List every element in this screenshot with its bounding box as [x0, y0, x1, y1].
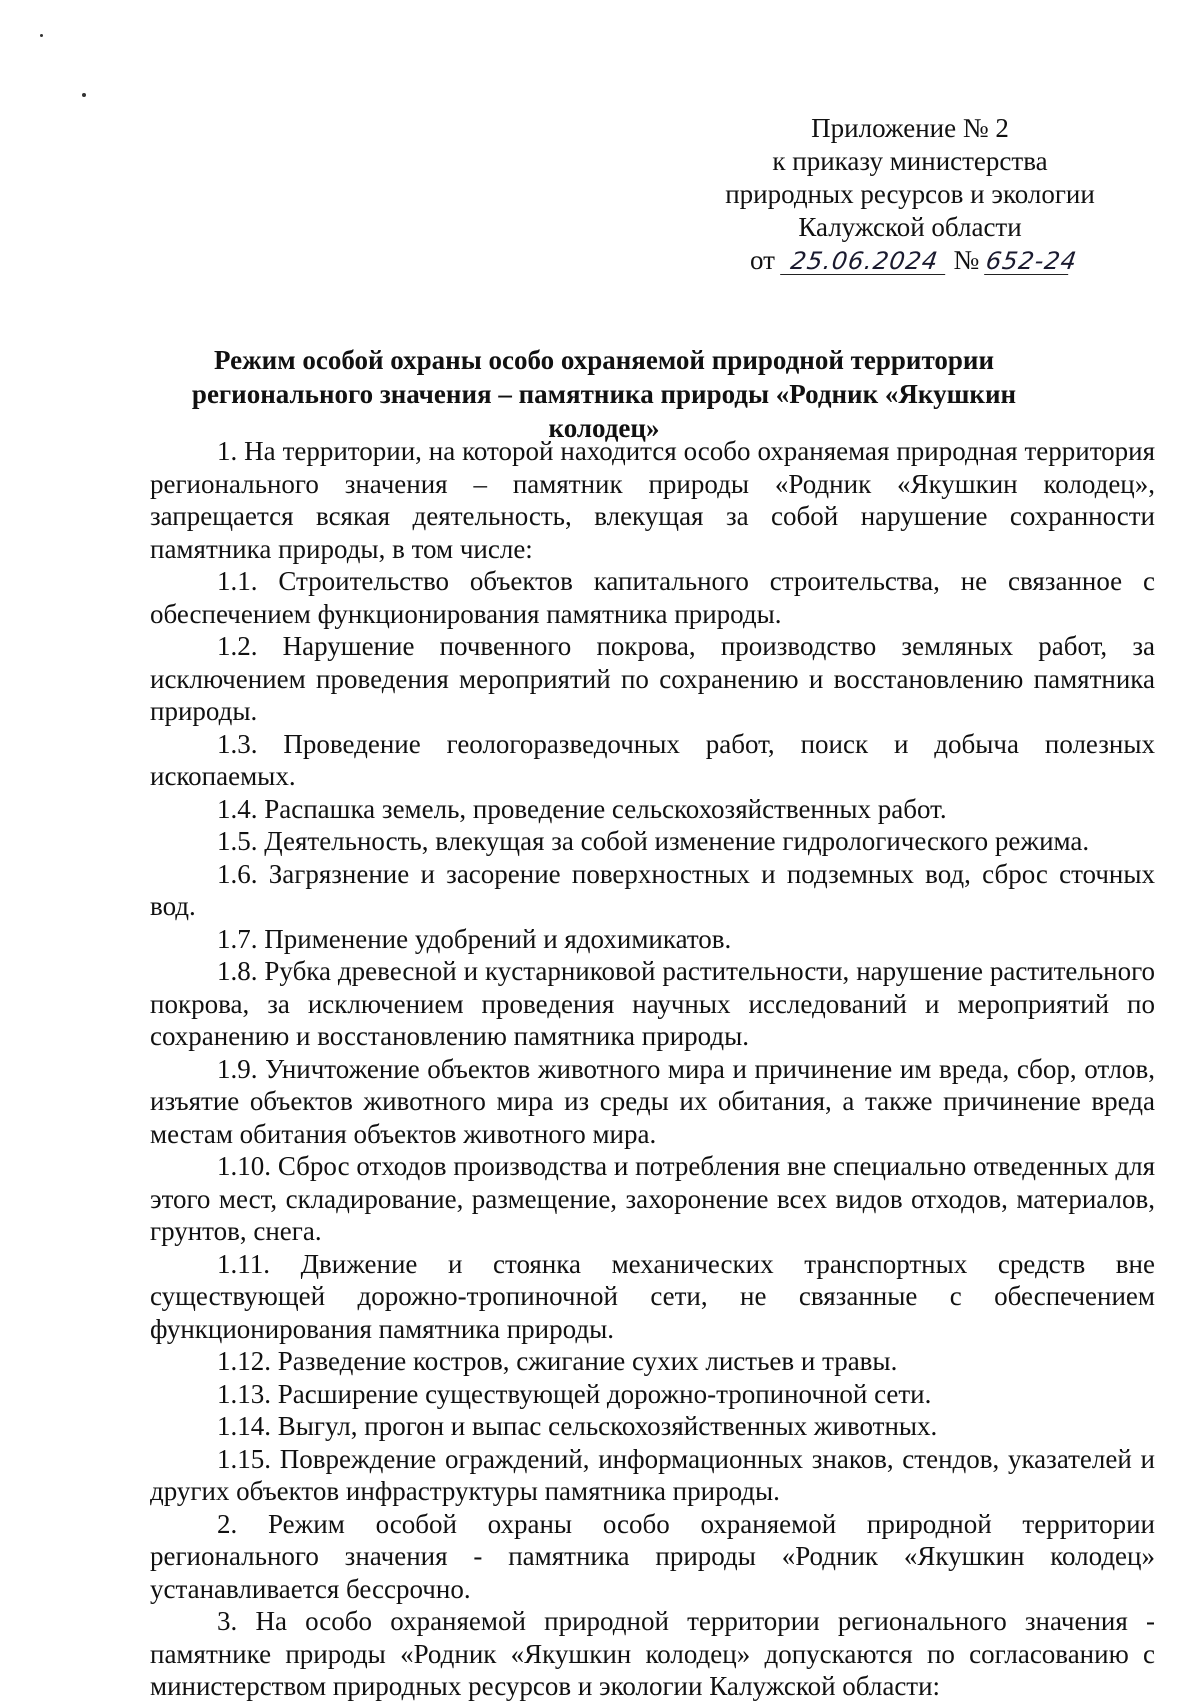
appendix-header [700, 112, 1120, 277]
appendix-line: Калужской области [798, 212, 1022, 242]
scan-speck [40, 34, 43, 37]
appendix-line: Приложение № 2 [811, 113, 1009, 143]
order-number-handwritten: 652-24 [984, 247, 1080, 275]
paragraph-1-6: 1.6. Загрязнение и засорение поверхностных и подземных вод, сброс сточных вод. [150, 858, 1155, 921]
paragraph-2: 2. Режим особой охраны особо охраняемой природной территории регионального значения - памятника природы «Родник «Якушкин колодец» устанавливается бессрочно. [150, 1508, 1155, 1604]
scan-speck [82, 93, 86, 97]
paragraph-1-10: 1.10. Сброс отходов производства и потребления вне специально отведенных для этого мест, складирование, размещение, захоронение всех видов отходов, материалов, грунтов, снега. [150, 1151, 1155, 1246]
paragraph-1-13: 1.13. Расширение существующей дорожно-тропиночной сети. [217, 1378, 932, 1409]
document-body [150, 435, 1155, 1703]
title-line: Режим особой охраны особо охраняемой природной территории [213, 345, 995, 375]
order-number-prefix: № [953, 245, 980, 275]
paragraph-1-7: 1.7. Применение удобрений и ядохимикатов. [217, 923, 732, 954]
title-line: регионального значения – памятника природы «Родник «Якушкин колодец» [191, 379, 1017, 443]
paragraph-3: 3. На особо охраняемой природной территории регионального значения - памятнике природы «Родник «Якушкин колодец» допускаются по согласованию с министерством природных ресурсов и экологии Калужской области: [150, 1606, 1155, 1701]
order-date-handwritten: 25.06.2024 [780, 248, 949, 275]
paragraph-1-12: 1.12. Разведение костров, сжигание сухих листьев и травы. [217, 1346, 898, 1376]
appendix-line: природных ресурсов и экологии [725, 179, 1095, 209]
paragraph-1-8: 1.8. Рубка древесной и кустарниковой растительности, нарушение растительного покрова, за исключением проведения научных исследований и мероприятий по сохранению и восстановлению памятника природы. [150, 956, 1155, 1051]
paragraph-1-3: 1.3. Проведение геологоразведочных работ, поиск и добыча полезных ископаемых. [150, 728, 1155, 791]
order-reference [700, 244, 1120, 277]
appendix-line: к приказу министерства [772, 146, 1048, 176]
paragraph-1-1: 1.1. Строительство объектов капитального строительства, не связанное с обеспечением функционирования памятника природы. [150, 566, 1155, 629]
paragraph-1-11: 1.11. Движение и стоянка механических транспортных средств вне существующей дорожно-тропиночной сети, не связанные с обеспечением функционирования памятника природы. [150, 1248, 1155, 1344]
paragraph-1-2: 1.2. Нарушение почвенного покрова, производство земляных работ, за исключением проведения мероприятий по сохранению и восстановлению памятника природы. [150, 631, 1155, 726]
paragraph-1-14: 1.14. Выгул, прогон и выпас сельскохозяйственных животных. [217, 1411, 938, 1441]
paragraph-1-15: 1.15. Повреждение ограждений, информационных знаков, стендов, указателей и других объектов инфраструктуры памятника природы. [150, 1443, 1155, 1506]
paragraph-1-4: 1.4. Распашка земель, проведение сельскохозяйственных работ. [217, 793, 947, 824]
paragraph-1-5: 1.5. Деятельность, влекущая за собой изменение гидрологического режима. [217, 826, 1090, 856]
document-title [150, 343, 1058, 445]
paragraph-1: 1. На территории, на которой находится особо охраняемая природная территория регионального значения – памятник природы «Родник «Якушкин колодец», запрещается всякая деятельность, влекущая за собой нарушение сохранности памятника природы, в том числе: [150, 436, 1155, 564]
order-date-prefix: от [750, 245, 775, 275]
paragraph-1-9: 1.9. Уничтожение объектов животного мира и причинение им вреда, сбор, отлов, изъятие объектов животного мира из среды их обитания, а также причинение вреда местам обитания объектов животного мира. [150, 1053, 1155, 1149]
